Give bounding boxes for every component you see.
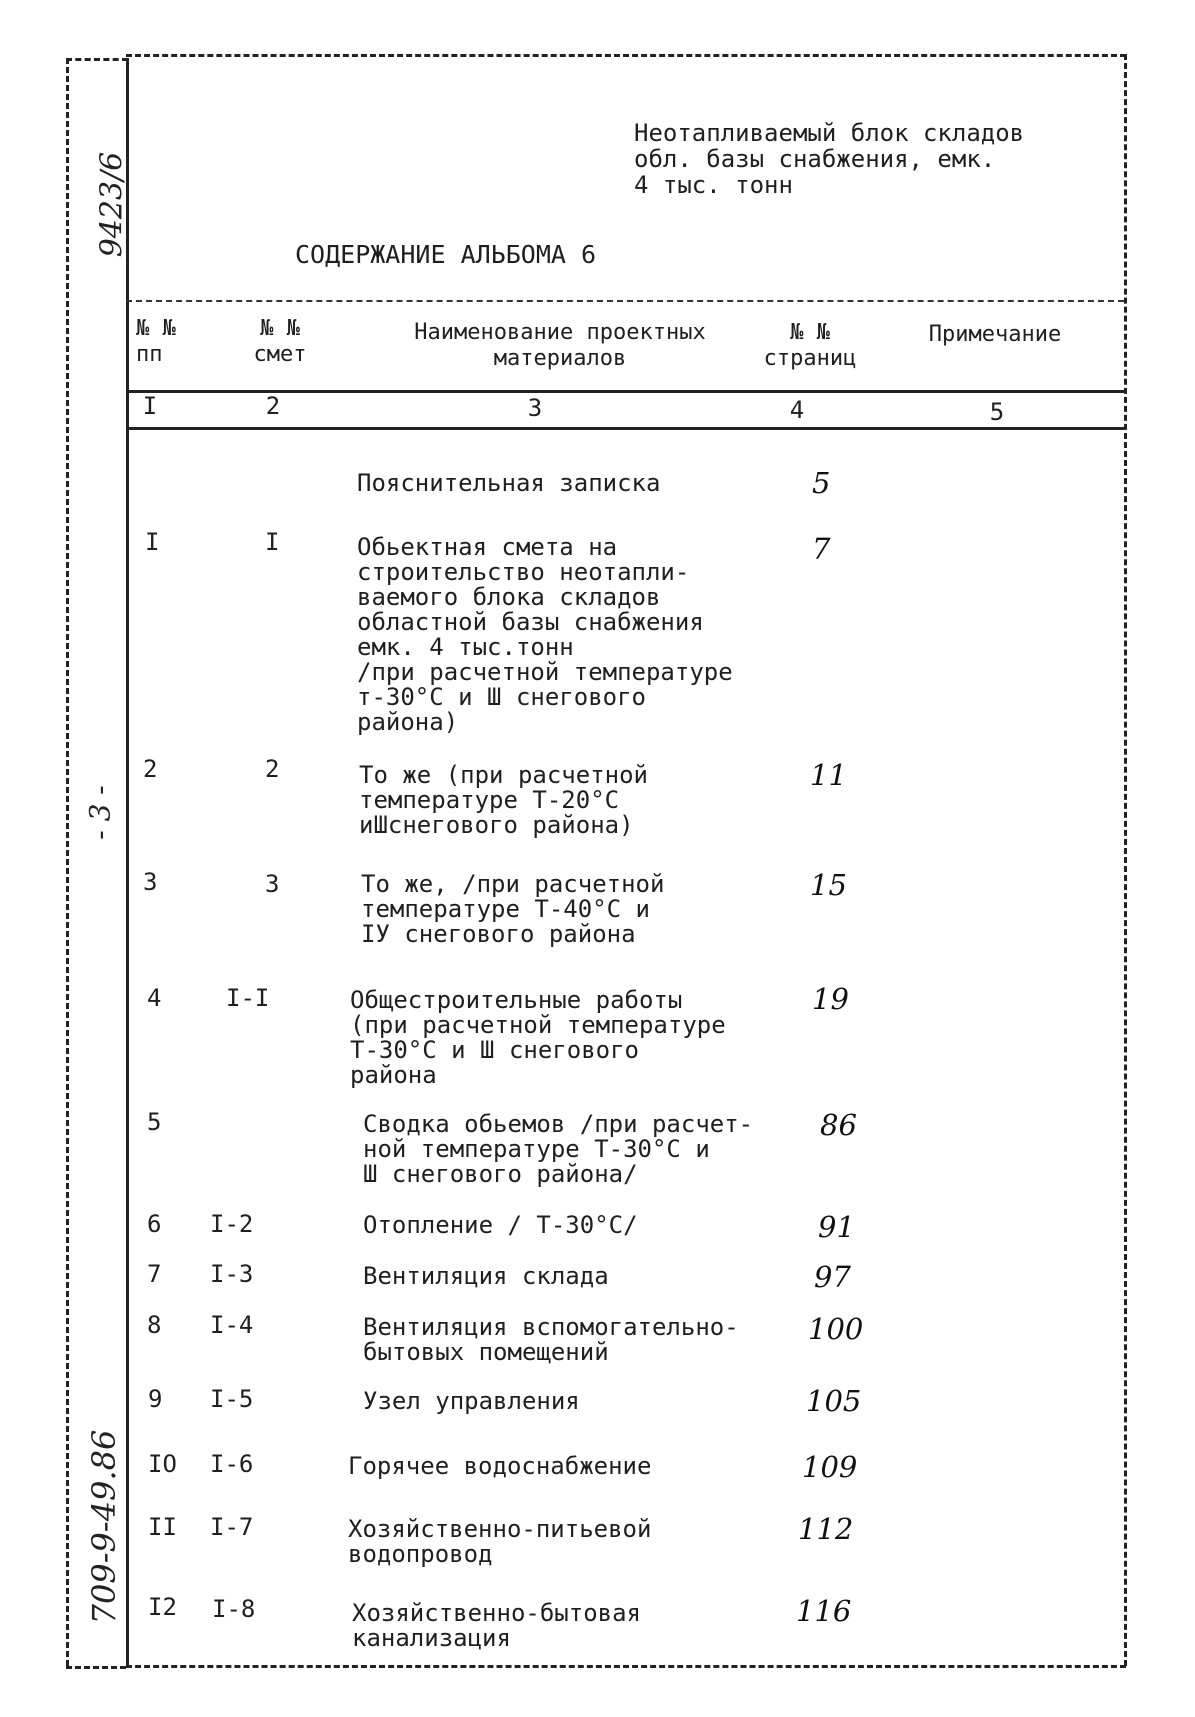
row-number: II (148, 1513, 177, 1541)
header-estimate-number: № № смет (253, 316, 307, 367)
header-page-number: № № страниц (763, 320, 857, 371)
column-number-2: 2 (265, 392, 281, 420)
page-number: 112 (798, 1512, 854, 1546)
row-number: 9 (148, 1385, 163, 1413)
estimate-number: I-I (226, 984, 270, 1012)
frame-outer-left (66, 58, 69, 1666)
estimate-number: I-2 (210, 1210, 254, 1238)
table-top-rule (126, 300, 1124, 302)
material-name: Хозяйственно-питьевой водопровод (348, 1515, 652, 1568)
row-number: 2 (143, 755, 158, 783)
row-number: 6 (147, 1210, 162, 1238)
page-number: 91 (818, 1210, 855, 1244)
header-material-name: Наименование проектных материалов (414, 320, 706, 371)
column-number-3: 3 (527, 394, 543, 422)
page-number: 97 (814, 1260, 851, 1294)
row-number: IO (148, 1450, 177, 1478)
frame-bottom (126, 1665, 1126, 1668)
header-row-number: № № пп (136, 316, 176, 367)
page-mark: - 3 - (83, 785, 117, 840)
material-name: То же (при расчетной температуре Т-20°С иШснегового района) (359, 761, 648, 839)
material-name: Обьектная смета на строительство неотапли- ваемого блока складов областной базы снабжения емк. 4 тыс.тонн /при расчетной температуре т-30°С и Ш снегового района) (357, 533, 733, 736)
frame-right (1124, 54, 1127, 1666)
page-number: 19 (812, 982, 849, 1016)
frame-top (126, 54, 1126, 57)
column-number-rule (126, 427, 1124, 430)
frame-outer-top (66, 58, 128, 61)
row-number: 8 (147, 1311, 162, 1339)
material-name: Сводка обьемов /при расчет- ной температуре Т-30°С и Ш снегового района/ (363, 1110, 754, 1188)
page-number: 105 (806, 1384, 862, 1418)
page-number: 5 (812, 466, 831, 500)
estimate-number: I (265, 528, 280, 556)
estimate-number: I-8 (212, 1595, 256, 1623)
row-number: 7 (147, 1260, 162, 1288)
estimate-number: 2 (265, 755, 280, 783)
album-title: СОДЕРЖАНИЕ АЛЬБОМА 6 (295, 240, 597, 269)
page-number: 11 (810, 758, 847, 792)
page-number: 109 (802, 1450, 858, 1484)
column-number-4: 4 (789, 396, 805, 424)
page-number: 7 (812, 532, 831, 566)
material-name: Вентиляция склада (363, 1262, 609, 1290)
frame-outer-bottom (66, 1666, 126, 1669)
archive-stamp-top: 9423/6 (94, 151, 130, 258)
material-name: То же, /при расчетной температуре Т-40°С и IУ снегового района (361, 870, 665, 948)
estimate-number: 3 (265, 870, 280, 898)
page-number: 100 (808, 1312, 864, 1346)
estimate-number: I-5 (210, 1385, 254, 1413)
row-number: 3 (143, 868, 158, 896)
page-number: 116 (796, 1594, 852, 1628)
estimate-number: I-7 (210, 1513, 254, 1541)
archive-stamp-bottom: 709-9-49.86 (85, 1429, 123, 1625)
page-number: 15 (810, 868, 847, 902)
estimate-number: I-4 (210, 1311, 254, 1339)
material-name: Вентиляция вспомогательно- бытовых помещений (363, 1313, 739, 1366)
header-note: Примечание (928, 322, 1062, 347)
material-name: Узел управления (363, 1387, 580, 1415)
row-number: 4 (147, 984, 162, 1012)
material-name: Хозяйственно-бытовая канализация (352, 1599, 641, 1652)
estimate-number: I-6 (210, 1450, 254, 1478)
row-number: I2 (148, 1593, 177, 1621)
column-number-1: I (142, 392, 158, 420)
column-number-5: 5 (989, 398, 1005, 426)
material-name: Пояснительная записка (357, 469, 661, 497)
page-number: 86 (820, 1108, 857, 1142)
object-title: Неотапливаемый блок складов обл. базы снабжения, емк. 4 тыс. тонн (634, 119, 1025, 199)
material-name: Горячее водоснабжение (348, 1452, 652, 1480)
material-name: Общестроительные работы (при расчетной температуре Т-30°С и Ш снегового района (350, 986, 726, 1089)
material-name: Отопление / Т-30°С/ (363, 1211, 638, 1239)
row-number: 5 (147, 1108, 162, 1136)
row-number: I (145, 528, 160, 556)
estimate-number: I-3 (210, 1260, 254, 1288)
